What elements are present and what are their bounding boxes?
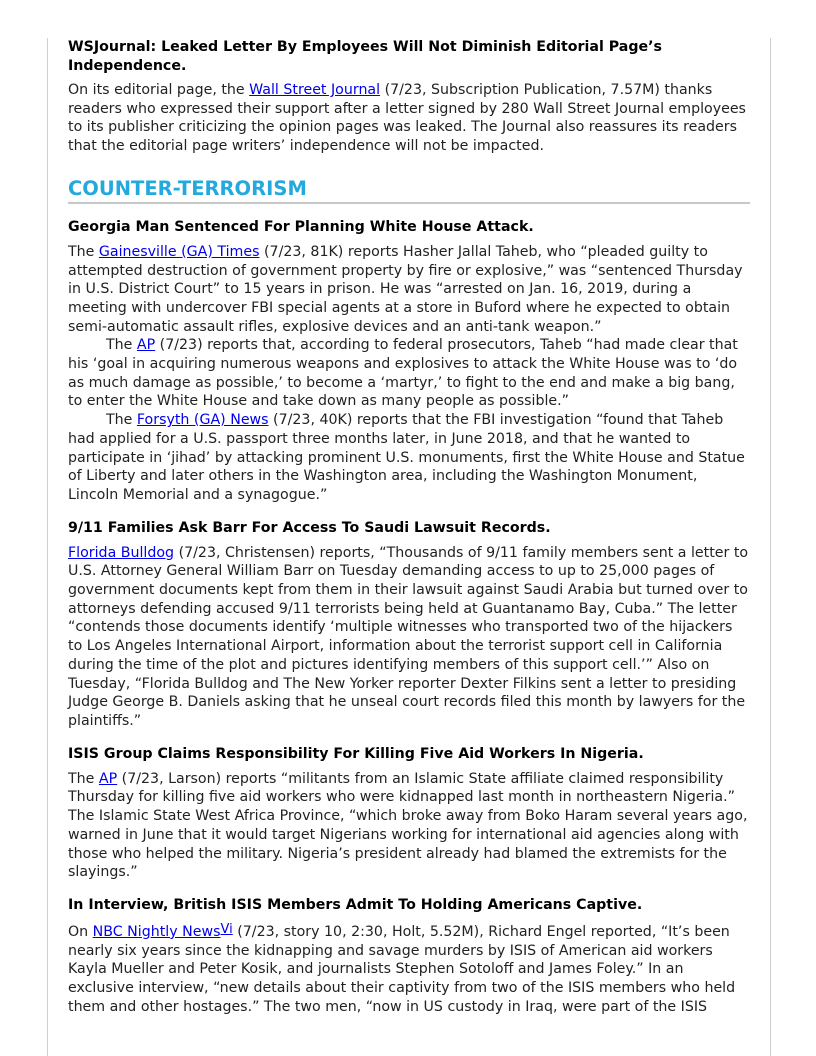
article-headline: In Interview, British ISIS Members Admit To Holding Americans Captive.: [68, 896, 643, 913]
article-isis-nigeria: [68, 745, 750, 882]
article-georgia-man: [68, 218, 750, 505]
article-paragraph: On NBC Nightly NewsVi (7/23, story 10, 2:30, Holt, 5.52M), Richard Engel reported, “It’s been nearly six years since the kidnapping and savage murders by ISIS of American aid workers Kayla Mueller and Peter Kosik, and journalists Stephen Sotoloff and James Foley.” In an exclusive interview, “new details about their captivity from two of the ISIS members who held them and other hostages.” The two men, “now in US custody in Iraq, were part of the ISIS: [68, 921, 736, 1015]
section-title: COUNTER-TERRORISM: [68, 177, 750, 204]
source-link-florida-bulldog[interactable]: Florida Bulldog: [68, 544, 175, 561]
article-paragraph: The AP (7/23) reports that, according to federal prosecutors, Taheb “had made clear that his ‘goal in acquiring numerous weapons and explosives to attack the White House was to ‘do as much damage as possible,’ to become a ‘martyr,’ to fight to the end and make a big bang, to enter the White House and take down as many people as possible.”: [68, 337, 738, 410]
article-headline: WSJournal: Leaked Letter By Employees Will Not Diminish Editorial Page’s Independence.: [68, 39, 662, 74]
article-headline: Georgia Man Sentenced For Planning White House Attack.: [68, 218, 534, 235]
article-british-isis: [68, 896, 750, 1017]
article-paragraph: The Forsyth (GA) News (7/23, 40K) reports that the FBI investigation “found that Taheb had applied for a U.S. passport three months later, in June 2018, and that he wanted to participate in ‘jihad’ by attacking prominent U.S. monuments, first the White House and Statue of Liberty and later others in the Washington area, including the Washington Monument, Lincoln Memorial and a synagogue.”: [68, 412, 745, 503]
article-911-families: [68, 519, 750, 731]
source-link-ap[interactable]: AP: [136, 337, 156, 354]
source-link-forsyth-news[interactable]: Forsyth (GA) News: [136, 412, 269, 429]
document-body: [68, 38, 750, 1016]
source-link-gainesville-times[interactable]: Gainesville (GA) Times: [98, 243, 260, 260]
source-link-ap[interactable]: AP: [98, 770, 118, 787]
source-link-nbc-nightly-news[interactable]: NBC Nightly News: [92, 923, 221, 940]
source-link-wall-street-journal[interactable]: Wall Street Journal: [249, 82, 381, 98]
article-paragraph: The AP (7/23, Larson) reports “militants from an Islamic State affiliate claimed responsibility Thursday for killing five aid workers who were kidnapped last month in northeastern Nigeria.” The Islamic State West Africa Province, “which broke away from Boko Haram several years ago, warned in June that it would target Nigerians working for international aid agencies along with those who helped the military. Nigeria’s president already had blamed the extremists for the slayings.”: [68, 770, 748, 881]
article-paragraph: On its editorial page, the Wall Street Journal (7/23, Subscription Publication, 7.57M) thanks readers who expressed their support after a letter signed by 280 Wall Street Journal employees to its publisher criticizing the opinion pages was leaked. The Journal also reassures its readers that the editorial page writers’ independence will not be impacted.: [68, 82, 746, 155]
video-link-icon[interactable]: Vi: [220, 921, 233, 937]
article-headline: ISIS Group Claims Responsibility For Killing Five Aid Workers In Nigeria.: [68, 745, 644, 762]
article-paragraph: The Gainesville (GA) Times (7/23, 81K) reports Hasher Jallal Taheb, who “pleaded guilty to attempted destruction of government property by fire or explosive,” was “sentenced Thursday in U.S. District Court” to 15 years in prison. He was “arrested on Jan. 16, 2019, during a meeting with undercover FBI special agents at a store in Buford where he expected to obtain semi-automatic assault rifles, explosive devices and an anti-tank weapon.”: [68, 243, 743, 335]
article-wsj: [68, 38, 750, 156]
article-headline: 9/11 Families Ask Barr For Access To Saudi Lawsuit Records.: [68, 519, 551, 536]
article-paragraph: Florida Bulldog (7/23, Christensen) reports, “Thousands of 9/11 family members sent a letter to U.S. Attorney General William Barr on Tuesday demanding access to up to 25,000 pages of government documents kept from them in their lawsuit against Saudi Arabia but turned over to attorneys defending accused 9/11 terrorists being held at Guantanamo Bay, Cuba.” The letter “contends those documents identify ‘multiple witnesses who transported two of the hijackers to Los Angeles International Airport, information about the terrorist support cell in California during the time of the plot and pictures identifying members of this support cell.’” Also on Tuesday, “Florida Bulldog and The New Yorker reporter Dexter Filkins sent a letter to presiding Judge George B. Daniels asking that he unseal court records filed this month by lawyers for the plaintiffs.”: [68, 544, 749, 729]
